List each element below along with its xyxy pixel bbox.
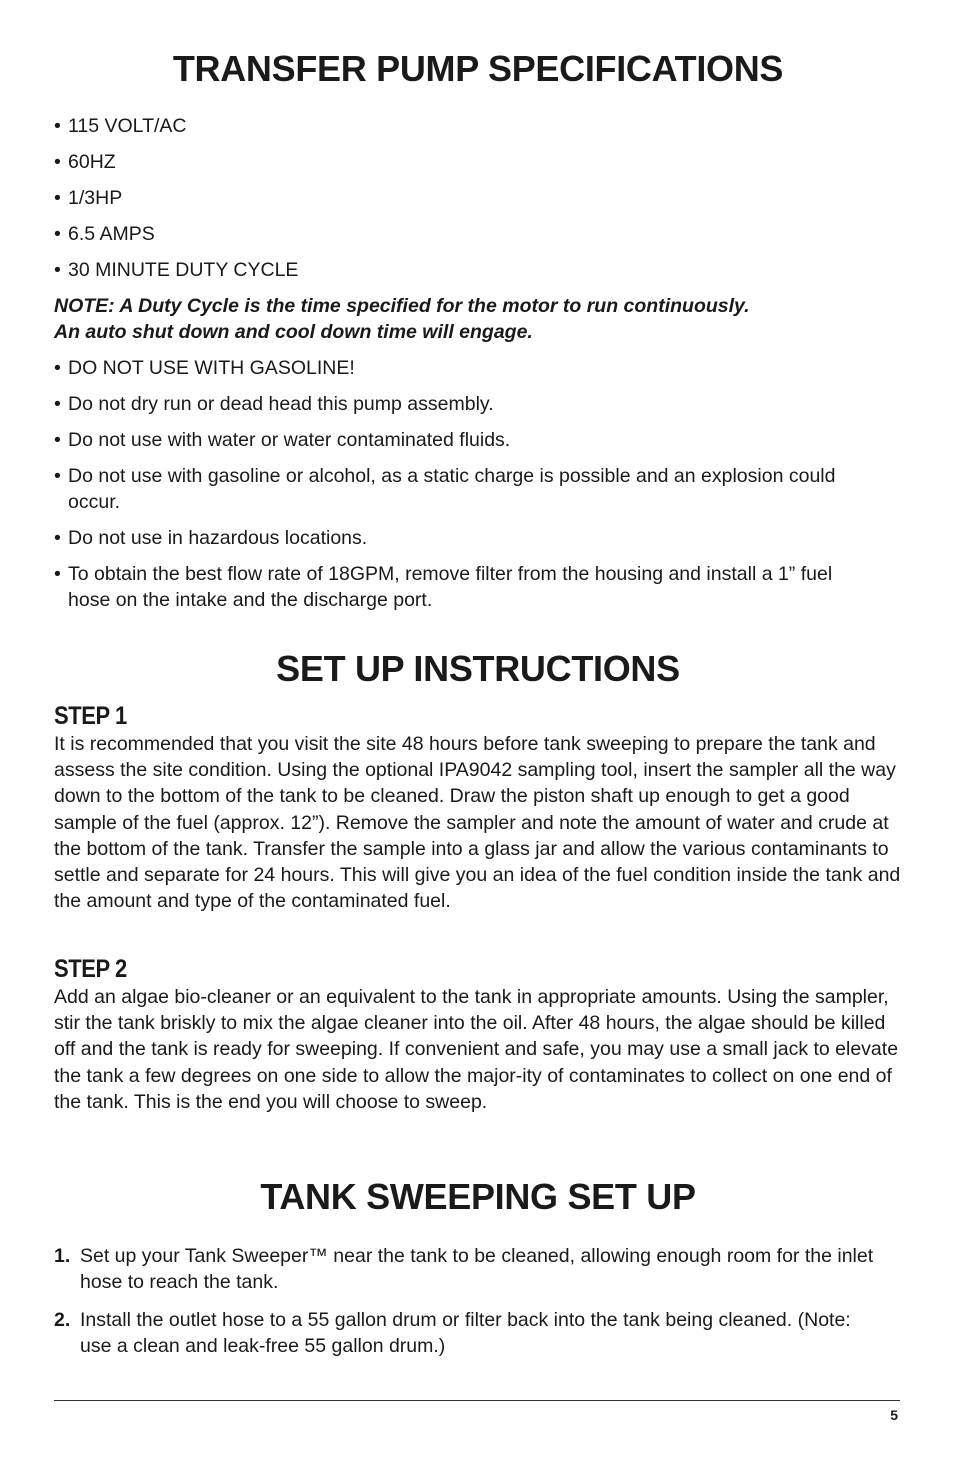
bullet-icon: •	[54, 563, 61, 585]
bullet-icon: •	[54, 527, 61, 549]
step-1-heading: STEP 1	[54, 702, 127, 730]
bullet-icon: •	[54, 357, 61, 379]
specs-list	[54, 113, 902, 623]
warning-item: • Do not use with water or water contaminated fluids.	[54, 429, 511, 451]
step-1-body: It is recommended that you visit the site 48 hours before tank sweeping to prepare the tank and assess the site condition. Using the optional IPA9042 sampling tool, insert the sampler all the way down to the bottom of the tank to be cleaned. Draw the piston shaft up enough to get a good sample of the fuel (approx. 12”). Remove the sampler and note the amount of water and crude at the bottom of the tank. Transfer the sample into a glass jar and allow the various contaminants to settle and separate for 24 hours. This will give you an idea of the fuel condition inside the tank and the amount and type of the contaminated fuel.	[54, 733, 901, 913]
step-2-body: Add an algae bio-cleaner or an equivalent to the tank in appropriate amounts. Using the sampler, stir the tank briskly to mix the algae cleaner into the oil. After 48 hours, the algae should be killed off and the tank is ready for sweeping. If convenient and safe, you may use a small jack to elevate the tank a few degrees on one side to allow the major-ity of contaminates to collect on one end of the tank. This is the end you will choose to sweep.	[54, 986, 899, 1113]
bullet-icon: •	[54, 259, 61, 281]
step-2-heading: STEP 2	[54, 955, 127, 983]
step-1-section	[54, 702, 902, 914]
sweeping-title: TANK SWEEPING SET UP	[260, 1176, 696, 1217]
warning-item: • Do not dry run or dead head this pump assembly.	[54, 393, 494, 415]
bullet-icon: •	[54, 223, 61, 245]
spec-item: • 115 VOLT/AC	[54, 115, 187, 137]
bullet-icon: •	[54, 115, 61, 137]
bullet-icon: •	[54, 465, 61, 487]
sweeping-step: 1. Set up your Tank Sweeper™ near the tank to be cleaned, allowing enough room for the inlet hose to reach the tank.	[54, 1245, 874, 1293]
bullet-icon: •	[54, 393, 61, 415]
bullet-icon: •	[54, 187, 61, 209]
warning-item: • DO NOT USE WITH GASOLINE!	[54, 357, 355, 379]
sweeping-steps-list	[54, 1243, 902, 1371]
step-number: 1.	[54, 1245, 71, 1267]
spec-item: • 6.5 AMPS	[54, 223, 155, 245]
warning-item: • Do not use with gasoline or alcohol, as a static charge is possible and an explosion could occur.	[54, 465, 836, 513]
spec-item: • 60HZ	[54, 151, 116, 173]
flow-rate-item: • To obtain the best flow rate of 18GPM, remove filter from the housing and install a 1” fuel hose on the intake and the discharge port.	[54, 563, 833, 611]
setup-title: SET UP INSTRUCTIONS	[276, 648, 680, 689]
specs-title: TRANSFER PUMP SPECIFICATIONS	[172, 48, 784, 89]
step-2-section	[54, 955, 902, 1115]
spec-item: • 1/3HP	[54, 187, 123, 209]
bullet-icon: •	[54, 429, 61, 451]
sweeping-step: 2. Install the outlet hose to a 55 gallon drum or filter back into the tank being cleaned. (Note: use a clean and leak-free 55 gallon drum.)	[54, 1309, 851, 1357]
step-number: 2.	[54, 1309, 71, 1331]
warning-item: • Do not use in hazardous locations.	[54, 527, 368, 549]
bullet-icon: •	[54, 151, 61, 173]
spec-item: • 30 MINUTE DUTY CYCLE	[54, 259, 299, 281]
page-number: 5	[890, 1407, 898, 1423]
footer-rule	[54, 1400, 900, 1401]
duty-cycle-note: NOTE: A Duty Cycle is the time specified for the motor to run continuously. An auto shut down and cool down time will engage.	[54, 295, 750, 343]
